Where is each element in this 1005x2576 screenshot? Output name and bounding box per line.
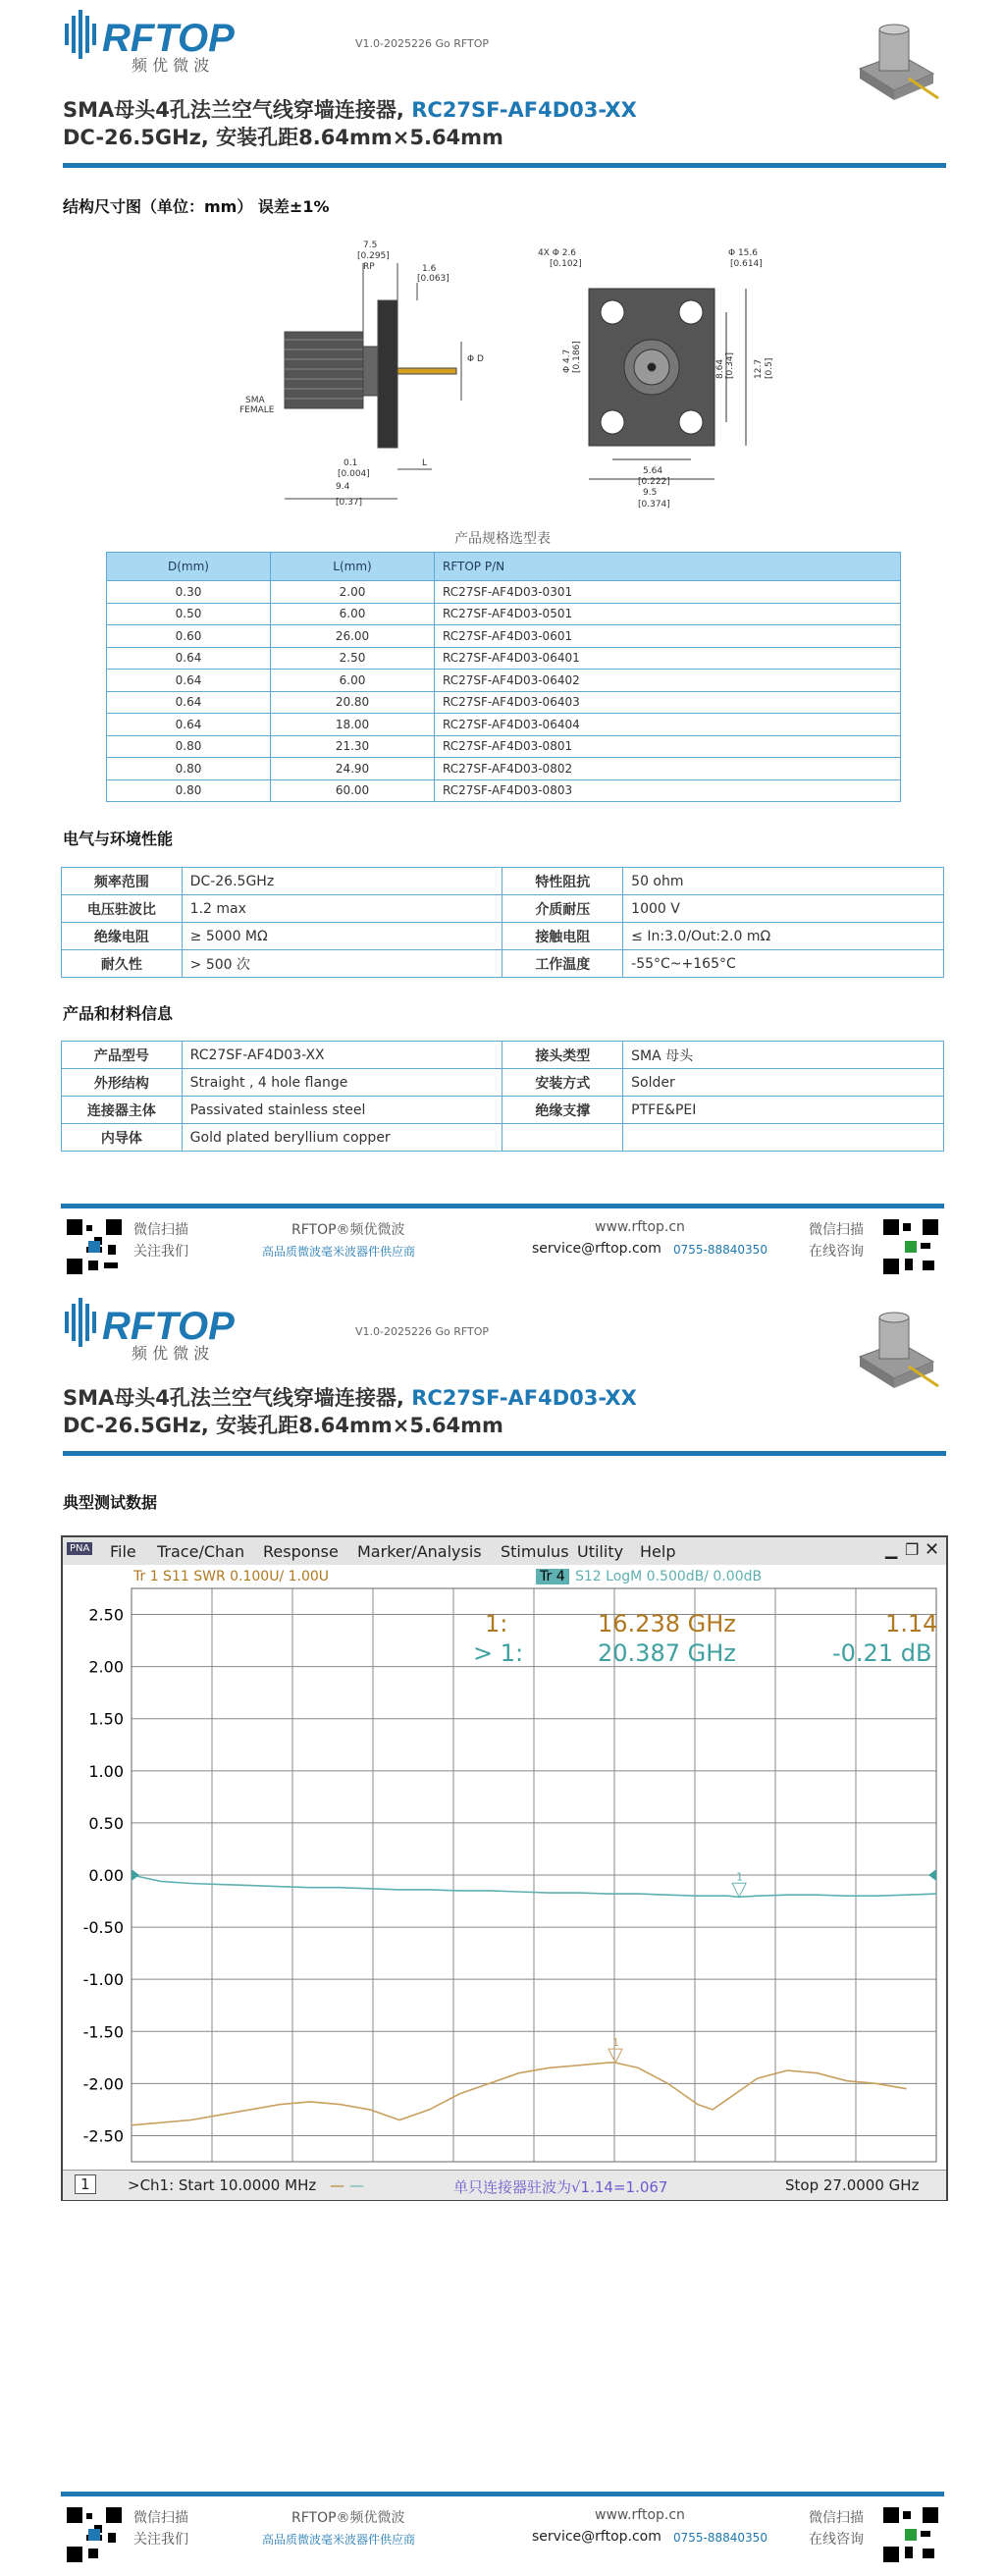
y-tick-label: 0.50 <box>88 1813 124 1833</box>
param-value: Passivated stainless steel <box>182 1097 502 1124</box>
connector-image-2 <box>840 1308 948 1416</box>
marker1-freq: 16.238 GHz <box>598 1610 736 1637</box>
spec-table <box>106 552 901 802</box>
y-tick-label: -2.50 <box>82 2126 124 2146</box>
connector-image <box>840 20 948 128</box>
cell-l: 26.00 <box>271 625 435 648</box>
svg-text:SMA: SMA <box>245 396 265 405</box>
param-name: 工作温度 <box>502 950 623 978</box>
footer-phone-2: 0755-88840350 <box>673 2531 767 2545</box>
product-title: SMA母头4孔法兰空气线穿墙连接器, RC27SF-AF4D03-XX <box>63 98 637 122</box>
table-row <box>62 895 944 923</box>
qr-code-left <box>65 1217 124 1276</box>
svg-text:L: L <box>422 458 428 468</box>
table-row <box>62 868 944 895</box>
vna-menu-response[interactable]: Response <box>263 1542 339 1561</box>
svg-text:0.1: 0.1 <box>344 458 358 468</box>
footer-email[interactable]: service@rftop.com <box>532 1241 661 1257</box>
vna-channel-number: 1 <box>75 2174 96 2194</box>
cell-l: 24.90 <box>271 758 435 780</box>
product-subtitle-2: DC-26.5GHz, 安装孔距8.64mm×5.64mm <box>63 1414 503 1437</box>
vna-trace-swatch-1: — <box>330 2176 344 2194</box>
footer-follow-2: 关注我们 <box>133 2532 188 2548</box>
table-row <box>107 714 901 736</box>
front-view <box>589 289 746 479</box>
cell-l: 21.30 <box>271 735 435 758</box>
vna-screenshot <box>61 1535 948 2201</box>
y-tick-label: -2.00 <box>82 2074 124 2094</box>
material-table <box>61 1041 944 1152</box>
param-name: 频率范围 <box>62 868 183 895</box>
y-tick-label: -0.50 <box>82 1918 124 1938</box>
cell-pn: RC27SF-AF4D03-06403 <box>435 691 901 714</box>
side-view <box>285 263 461 499</box>
section-material: 产品和材料信息 <box>63 1004 174 1023</box>
svg-text:7.5: 7.5 <box>363 241 378 250</box>
section-structure: 结构尺寸图（单位：mm） 误差±1% <box>63 197 330 216</box>
svg-text:[0.295]: [0.295] <box>357 251 390 261</box>
y-tick-label: 2.00 <box>88 1657 124 1677</box>
svg-text:[0.102]: [0.102] <box>550 259 582 269</box>
svg-text:[0.186]: [0.186] <box>572 341 582 373</box>
param-name: 内导体 <box>62 1124 183 1152</box>
footer-website[interactable]: www.rftop.cn <box>595 1219 685 1235</box>
vna-menu-utility[interactable]: Utility <box>577 1542 624 1561</box>
table-row <box>62 950 944 978</box>
table-row <box>62 923 944 950</box>
cell-d: 0.50 <box>107 603 271 625</box>
table-row <box>107 670 901 692</box>
footer-website-2[interactable]: www.rftop.cn <box>595 2507 685 2523</box>
footer-brand-2: RFTOP®频优微波 <box>291 2510 405 2526</box>
param-value: Straight , 4 hole flange <box>182 1069 502 1097</box>
marker2-freq: 20.387 GHz <box>598 1639 736 1667</box>
svg-text:Φ D: Φ D <box>467 354 484 364</box>
table-row <box>107 603 901 625</box>
vna-menu-marker[interactable]: Marker/Analysis <box>357 1542 482 1561</box>
param-value: Solder <box>623 1069 944 1097</box>
table-row <box>107 779 901 802</box>
restore-icon[interactable]: ❐ <box>905 1540 920 1559</box>
param-name: 特性阻抗 <box>502 868 623 895</box>
cell-d: 0.64 <box>107 714 271 736</box>
cell-pn: RC27SF-AF4D03-06404 <box>435 714 901 736</box>
cell-d: 0.80 <box>107 779 271 802</box>
cell-l: 2.50 <box>271 647 435 670</box>
footer-divider <box>61 1204 944 1208</box>
cell-l: 60.00 <box>271 779 435 802</box>
cell-d: 0.64 <box>107 670 271 692</box>
footer-scan-right-2: 微信扫描 <box>809 2510 864 2526</box>
svg-text:[0.614]: [0.614] <box>730 259 763 269</box>
col-l: L(mm) <box>271 553 435 581</box>
col-pn: RFTOP P/N <box>435 553 901 581</box>
param-value: DC-26.5GHz <box>182 868 502 895</box>
y-tick-label: 0.00 <box>88 1866 124 1885</box>
param-value: > 500 次 <box>182 950 502 978</box>
table-row <box>62 1069 944 1097</box>
svg-text:9.5: 9.5 <box>643 488 658 498</box>
table-row <box>62 1097 944 1124</box>
table-row <box>107 735 901 758</box>
vna-start-freq: >Ch1: Start 10.0000 MHz <box>128 2176 317 2194</box>
cell-pn: RC27SF-AF4D03-0501 <box>435 603 901 625</box>
cell-l: 20.80 <box>271 691 435 714</box>
product-subtitle: DC-26.5GHz, 安装孔距8.64mm×5.64mm <box>63 126 503 149</box>
param-value <box>623 1124 944 1152</box>
svg-text:RFTOP: RFTOP <box>102 17 235 60</box>
param-value: RC27SF-AF4D03-XX <box>182 1042 502 1069</box>
param-name: 接头类型 <box>502 1042 623 1069</box>
footer-phone: 0755-88840350 <box>673 1243 767 1257</box>
vna-menu-trace[interactable]: Trace/Chan <box>157 1542 245 1561</box>
vna-chart <box>63 1565 946 2170</box>
vna-menubar <box>63 1537 946 1566</box>
cell-l: 6.00 <box>271 603 435 625</box>
param-name: 绝缘支撑 <box>502 1097 623 1124</box>
cell-d: 0.30 <box>107 581 271 604</box>
param-name: 接触电阻 <box>502 923 623 950</box>
param-name: 电压驻波比 <box>62 895 183 923</box>
cell-pn: RC27SF-AF4D03-0601 <box>435 625 901 648</box>
table-row <box>107 647 901 670</box>
footer-consult-2: 在线咨询 <box>809 2532 864 2548</box>
svg-text:FEMALE: FEMALE <box>239 405 275 415</box>
footer-scan-left-2: 微信扫描 <box>133 2510 188 2526</box>
svg-text:Φ 4.7: Φ 4.7 <box>562 349 572 373</box>
param-name: 介质耐压 <box>502 895 623 923</box>
svg-text:[0.222]: [0.222] <box>638 477 670 487</box>
version-label: V1.0-2025226 Go RFTOP <box>355 37 490 50</box>
svg-text:8.64: 8.64 <box>715 358 725 379</box>
footer-scan-left: 微信扫描 <box>133 1222 188 1238</box>
table-row <box>107 625 901 648</box>
param-value: ≤ In:3.0/Out:2.0 mΩ <box>623 923 944 950</box>
cell-pn: RC27SF-AF4D03-06401 <box>435 647 901 670</box>
vna-menu-file[interactable]: File <box>110 1542 136 1561</box>
param-value: -55°C~+165°C <box>623 950 944 978</box>
trace4-label: S12 LogM 0.500dB/ 0.00dB <box>575 1569 763 1584</box>
svg-text:[0.5]: [0.5] <box>765 357 774 379</box>
product-title-2: SMA母头4孔法兰空气线穿墙连接器, RC27SF-AF4D03-XX <box>63 1386 637 1410</box>
cell-pn: RC27SF-AF4D03-0802 <box>435 758 901 780</box>
vna-statusbar <box>63 2170 946 2200</box>
param-value: PTFE&PEI <box>623 1097 944 1124</box>
svg-text:4X Φ 2.6: 4X Φ 2.6 <box>538 248 577 258</box>
marker-label: 1 <box>736 1870 744 1884</box>
cell-pn: RC27SF-AF4D03-0801 <box>435 735 901 758</box>
cell-pn: RC27SF-AF4D03-06402 <box>435 670 901 692</box>
vna-trace-swatch-2: — <box>349 2176 364 2194</box>
vna-note: 单只连接器驻波为√1.14=1.067 <box>453 2178 668 2196</box>
vna-stop-freq: Stop 27.0000 GHz <box>785 2176 920 2194</box>
vna-menu-stimulus[interactable]: Stimulus <box>501 1542 569 1561</box>
header-divider <box>63 163 946 168</box>
section-test: 典型测试数据 <box>63 1493 158 1512</box>
footer-scan-right: 微信扫描 <box>809 1222 864 1238</box>
section-electrical: 电气与环境性能 <box>63 830 174 848</box>
footer-brand: RFTOP®频优微波 <box>291 1222 405 1238</box>
svg-text:Φ 15.6: Φ 15.6 <box>728 248 758 258</box>
param-value: Gold plated beryllium copper <box>182 1124 502 1152</box>
svg-text:[0.063]: [0.063] <box>417 274 450 284</box>
marker1-value: 1.14 <box>885 1610 938 1637</box>
footer <box>61 1204 944 1274</box>
svg-text:[0.004]: [0.004] <box>338 469 370 479</box>
close-icon[interactable]: ✕ <box>925 1539 940 1560</box>
y-tick-label: 2.50 <box>88 1605 124 1625</box>
cell-d: 0.80 <box>107 758 271 780</box>
marker-label: 1 <box>612 2036 620 2050</box>
param-value: 1.2 max <box>182 895 502 923</box>
vna-app-icon: PNA <box>67 1542 92 1555</box>
trace1-label: Tr 1 S11 SWR 0.100U/ 1.00U <box>133 1569 330 1584</box>
table-row <box>107 758 901 780</box>
qr-code-right-2 <box>881 2505 940 2564</box>
y-tick-label: 1.00 <box>88 1761 124 1781</box>
param-name: 连接器主体 <box>62 1097 183 1124</box>
svg-text:RP: RP <box>363 262 375 272</box>
header-divider-2 <box>63 1451 946 1456</box>
y-tick-label: -1.50 <box>82 2022 124 2042</box>
param-value: ≥ 5000 MΩ <box>182 923 502 950</box>
minimize-icon[interactable]: ▁ <box>885 1540 898 1559</box>
svg-text:1.6: 1.6 <box>422 264 437 274</box>
footer-2 <box>61 2492 944 2562</box>
qr-code-right <box>881 1217 940 1276</box>
col-d: D(mm) <box>107 553 271 581</box>
table-row <box>107 581 901 604</box>
svg-text:9.4: 9.4 <box>336 482 350 492</box>
svg-text:[0.37]: [0.37] <box>336 498 363 508</box>
dimension-drawing <box>226 234 815 518</box>
marker2-label: > 1: <box>473 1639 524 1667</box>
param-name: 外形结构 <box>62 1069 183 1097</box>
trace4-badge: Tr 4 <box>540 1569 565 1584</box>
svg-text:[0.34]: [0.34] <box>725 351 735 379</box>
param-name: 产品型号 <box>62 1042 183 1069</box>
param-value: SMA 母头 <box>623 1042 944 1069</box>
svg-text:频 优 微 波: 频 优 微 波 <box>132 1344 210 1363</box>
param-name: 安装方式 <box>502 1069 623 1097</box>
svg-text:RFTOP: RFTOP <box>102 1305 235 1348</box>
param-value: 50 ohm <box>623 868 944 895</box>
cell-l: 18.00 <box>271 714 435 736</box>
svg-text:频 优 微 波: 频 优 微 波 <box>132 56 210 75</box>
param-name: 耐久性 <box>62 950 183 978</box>
footer-slogan-2: 高品质微波毫米波器件供应商 <box>262 2533 416 2547</box>
cell-d: 0.80 <box>107 735 271 758</box>
vna-menu-help[interactable]: Help <box>640 1542 676 1561</box>
spec-table-header <box>107 553 901 581</box>
y-tick-label: 1.50 <box>88 1709 124 1729</box>
cell-d: 0.64 <box>107 647 271 670</box>
param-name <box>502 1124 623 1152</box>
cell-l: 6.00 <box>271 670 435 692</box>
cell-d: 0.64 <box>107 691 271 714</box>
table-row <box>62 1042 944 1069</box>
footer-email-2[interactable]: service@rftop.com <box>532 2529 661 2545</box>
y-tick-label: -1.00 <box>82 1970 124 1990</box>
cell-pn: RC27SF-AF4D03-0301 <box>435 581 901 604</box>
rftop-logo <box>63 8 289 75</box>
spec-table-caption: 产品规格选型表 <box>454 531 551 547</box>
rftop-logo-2 <box>63 1296 289 1363</box>
electrical-table <box>61 867 944 978</box>
svg-text:[0.374]: [0.374] <box>638 500 670 510</box>
cell-l: 2.00 <box>271 581 435 604</box>
table-row <box>107 691 901 714</box>
footer-slogan: 高品质微波毫米波器件供应商 <box>262 1245 416 1259</box>
qr-code-left-2 <box>65 2505 124 2564</box>
marker1-label: 1: <box>485 1610 508 1637</box>
cell-d: 0.60 <box>107 625 271 648</box>
svg-text:5.64: 5.64 <box>643 466 663 476</box>
footer-divider-2 <box>61 2492 944 2496</box>
param-name: 绝缘电阻 <box>62 923 183 950</box>
footer-consult: 在线咨询 <box>809 1244 864 1260</box>
marker2-value: -0.21 dB <box>832 1639 932 1667</box>
version-label-2: V1.0-2025226 Go RFTOP <box>355 1325 490 1338</box>
table-row <box>62 1124 944 1152</box>
cell-pn: RC27SF-AF4D03-0803 <box>435 779 901 802</box>
param-value: 1000 V <box>623 895 944 923</box>
footer-follow: 关注我们 <box>133 1244 188 1260</box>
svg-text:12.7: 12.7 <box>754 358 764 379</box>
